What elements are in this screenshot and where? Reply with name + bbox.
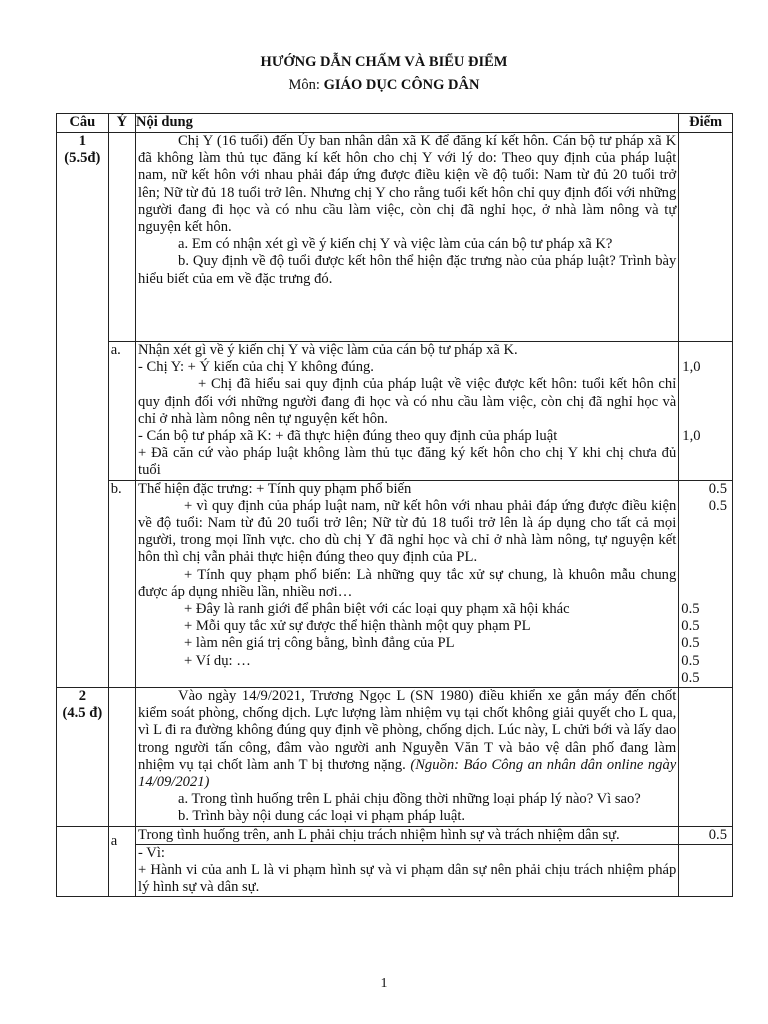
q2-a-score1: 0.5 — [679, 826, 733, 844]
q1-a-scores: 1,0 1,0 — [679, 342, 733, 481]
q1-prompt: Chị Y (16 tuổi) đến Ủy ban nhân dân xã K để đăng kí kết hôn. Cán bộ tư pháp xã K đã không làm thủ tục đăng kí kết hôn cho chị Y với lý do: Theo quy định của pháp luật nam, nữ kết hôn với nhau phải đáp ứng được điều kiện về độ tuổi: Nam từ đủ 20 tuổi trở lên; Nữ từ đủ 18 tuổi trở lên. Nhưng chị Y cho rằng tuổi kết hôn chỉ quy định đối với những người đang đi học và có nhu cầu làm việc, còn chị đã nghỉ học, ở nhà làm nông và tự nguyện kết hôn. a. Em có nhận xét gì về ý kiến chị Y và việc làm của cán bộ tư pháp xã K? b. Quy định về độ tuổi được kết hôn thể hiện đặc trưng nào của pháp luật? Trình bày hiểu biết của em về đặc trưng đó. — [136, 133, 679, 342]
header-cau: Câu — [57, 114, 109, 133]
q2-source: (Nguồn: Báo Công an nhân dân online ngày 14/09/2021) — [138, 756, 677, 791]
q2-prompt: Vào ngày 14/9/2021, Trương Ngọc L (SN 1980) điều khiển xe gắn máy đến chốt kiểm soát phòng, chống dịch. Lực lượng làm nhiệm vụ tại chốt không giải quyết cho L qua, vì L đi ra đường không đúng quy định về phòng, chống dịch. Lúc này, L chửi bới và lấy dao trong người tấn công, đâm vào người anh Nguyễn Văn T và bảo vệ dân phố đang làm nhiệm vụ tại chốt làm anh T bị thương nặng. (Nguồn: Báo Công an nhân dân online ngày 14/09/2021) a. Trong tình huống trên L phải chịu đồng thời những loại pháp lý nào? Vì sao? b. Trình bày nội dung các loại vi phạm pháp luật. — [136, 688, 679, 827]
q1-points: (5.5đ) — [64, 150, 101, 167]
header-y: Ý — [108, 114, 135, 133]
q1-a-label: a. — [108, 342, 135, 481]
document-subject — [0, 77, 768, 94]
table-header-row — [57, 114, 733, 133]
q1-prompt-row — [57, 133, 733, 342]
q1-number-cell — [57, 133, 109, 688]
q2-a-label: a — [108, 826, 135, 897]
grading-table — [56, 113, 733, 897]
q2-prompt-row — [57, 688, 733, 827]
q1-b-scores: 0.5 0.5 0.5 0.5 0.5 0.5 0.5 — [679, 480, 733, 687]
q2-points: (4.5 đ) — [62, 705, 103, 722]
q1-number: 1 — [78, 133, 86, 149]
q1-a-row — [57, 342, 733, 481]
document-title: HƯỚNG DẪN CHẤM VÀ BIỂU ĐIỂM — [260, 54, 508, 70]
q1-b-row — [57, 480, 733, 687]
q1-b-label: b. — [108, 480, 135, 687]
q2-number-cell — [57, 688, 109, 827]
header-diem: Điểm — [679, 114, 733, 133]
page-number: 1 — [380, 976, 388, 991]
q2-a-row-2 — [57, 844, 733, 897]
q1-a-answer: Nhận xét gì về ý kiến chị Y và việc làm của cán bộ tư pháp xã K. - Chị Y: + Ý kiến của chị Y không đúng. + Chị đã hiểu sai quy định của pháp luật về việc được kết hôn: tuổi kết hôn chỉ quy định đối với những người đang đi học và có nhu cầu làm việc, còn chị đã nghỉ học và chỉ ở nhà làm nông nên tự nguyện kết hôn. - Cán bộ tư pháp xã K: + đã thực hiện đúng theo quy định của pháp luật + Đã căn cứ vào pháp luật không làm thủ tục đăng ký kết hôn cho chị Y khi chị chưa đủ tuổi — [136, 342, 679, 481]
q1-b-answer: Thể hiện đặc trưng: + Tính quy phạm phổ biến + vì quy định của pháp luật nam, nữ kết hôn với nhau phải đáp ứng được điều kiện về độ tuổi: Nam từ đủ 20 tuổi trở lên; Nữ từ đủ 18 tuổi trở lên là áp dụng cho tất cả mọi người, trong mọi lĩnh vực. cho dù chị Y đã nghỉ học và chỉ ở nhà làm nông, tự nguyện kết hôn thì chị vẫn phải thực hiện đúng theo quy định của PL. + Tính quy phạm phổ biến: Là những quy tắc xử sự chung, là khuôn mẫu chung được áp dụng nhiều lần, nhiều nơi… + Đây là ranh giới để phân biệt với các loại quy phạm xã hội khác + Mỗi quy tắc xử sự được thể hiện thành một quy phạm PL + làm nên giá trị công bằng, bình đẳng của PL + Ví dụ: … — [136, 480, 679, 687]
q2-a-line1: Trong tình huống trên, anh L phải chịu trách nhiệm hình sự và trách nhiệm dân sự. — [136, 826, 679, 844]
subject-name: GIÁO DỤC CÔNG DÂN — [323, 77, 480, 93]
q2-a-row-1 — [57, 826, 733, 844]
q2-number: 2 — [78, 688, 86, 705]
q2-a-line2: - Vì: + Hành vi của anh L là vi phạm hình sự và vi phạm dân sự nên phải chịu trách nhiệm pháp lý hình sự và dân sự. — [136, 844, 679, 897]
subject-prefix: Môn: — [288, 77, 320, 93]
header-noi-dung: Nội dung — [136, 114, 679, 133]
